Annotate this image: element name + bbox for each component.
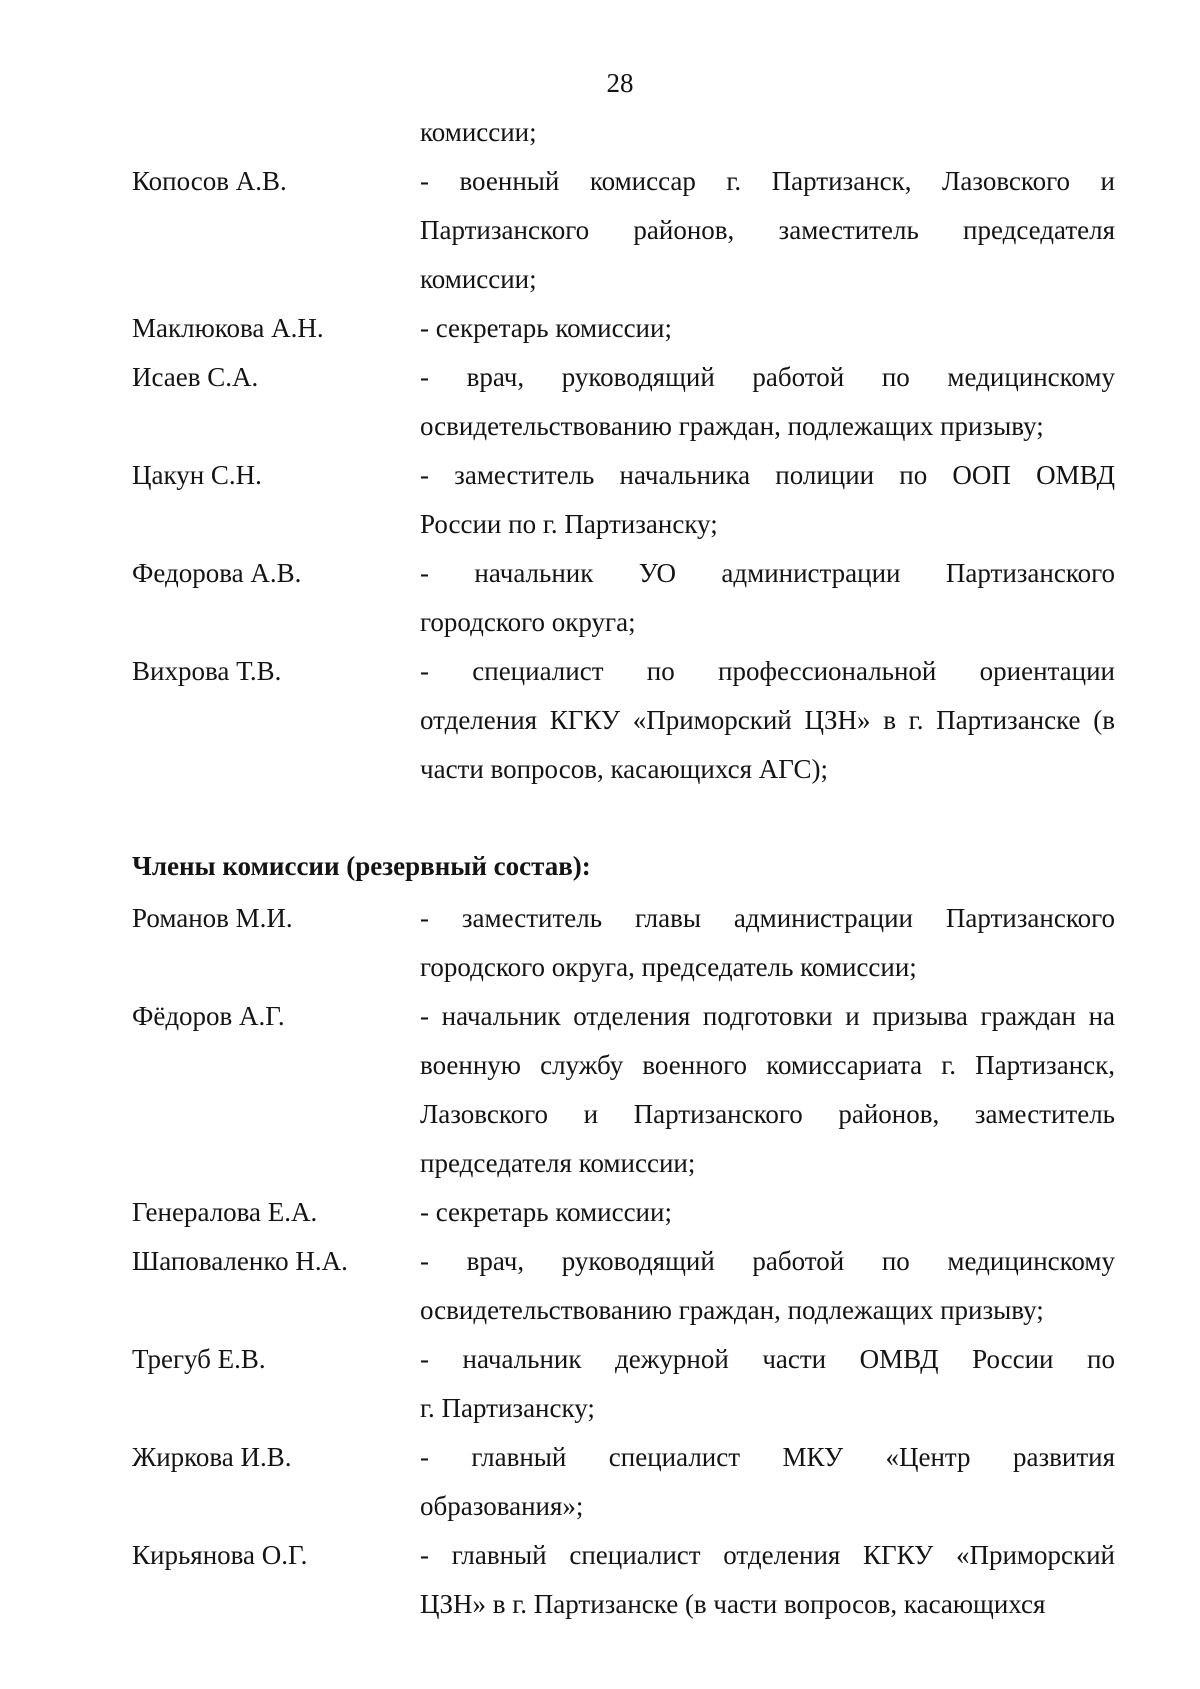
- role-line: - главный специалист отделения КГКУ «Приморский: [420, 1540, 1115, 1570]
- member-role: [420, 549, 1115, 647]
- role-line: - начальник дежурной части ОМВД России по: [420, 1344, 1115, 1374]
- role-line: образования»;: [420, 1491, 584, 1521]
- member-role: [420, 451, 1115, 549]
- role-line: - врач, руководящий работой по медицинскому: [420, 362, 1115, 392]
- member-name: Генералова Е.А.: [132, 1197, 318, 1227]
- role-line: Партизанского районов, заместитель председателя: [420, 215, 1115, 245]
- member-role: [420, 157, 1115, 304]
- role-line: - секретарь комиссии;: [420, 313, 672, 343]
- member-name: Кирьянова О.Г.: [132, 1540, 308, 1570]
- role-line: - секретарь комиссии;: [420, 1197, 672, 1227]
- role-line: городского округа, председатель комиссии;: [420, 952, 917, 982]
- member-row: [0, 353, 1200, 451]
- member-row: [0, 304, 1200, 353]
- role-line: председателя комиссии;: [420, 1148, 696, 1178]
- reserve-member-list: [0, 894, 1200, 1629]
- member-row: [0, 157, 1200, 304]
- page-number: 28: [606, 68, 634, 98]
- role-line: - специалист по профессиональной ориентации: [420, 656, 1115, 686]
- member-name: Романов М.И.: [132, 903, 293, 933]
- member-row: [0, 1531, 1200, 1629]
- member-role: [420, 1188, 1115, 1237]
- role-line: г. Партизанску;: [420, 1393, 595, 1423]
- main-member-list: [0, 157, 1200, 794]
- role-line: России по г. Партизанску;: [420, 509, 718, 539]
- member-row: [0, 992, 1200, 1188]
- continuation-row: [0, 108, 1200, 157]
- member-name: Цакун С.Н.: [132, 460, 262, 490]
- role-line: - врач, руководящий работой по медицинскому: [420, 1246, 1115, 1276]
- role-line: ЦЗН» в г. Партизанске (в части вопросов, касающихся: [420, 1589, 1046, 1619]
- member-row: [0, 894, 1200, 992]
- member-name: Маклюкова А.Н.: [132, 313, 324, 343]
- member-name: Исаев С.А.: [132, 362, 259, 392]
- member-role: [420, 1335, 1115, 1433]
- member-row: [0, 647, 1200, 794]
- role-line: комиссии;: [420, 264, 537, 294]
- member-role: [420, 353, 1115, 451]
- role-line: - главный специалист МКУ «Центр развития: [420, 1442, 1115, 1472]
- member-row: [0, 1237, 1200, 1335]
- role-line: части вопросов, касающихся АГС);: [420, 754, 828, 784]
- role-line: - военный комиссар г. Партизанск, Лазовского и: [420, 166, 1115, 196]
- role-line: Лазовского и Партизанского районов, заместитель: [420, 1099, 1115, 1129]
- member-role: [420, 647, 1115, 794]
- reserve-heading: Члены комиссии (резервный состав):: [132, 851, 591, 881]
- role-line: - заместитель главы администрации Партизанского: [420, 903, 1115, 933]
- role-line: - начальник отделения подготовки и призыва граждан на: [420, 1001, 1115, 1031]
- role-line: освидетельствованию граждан, подлежащих призыву;: [420, 411, 1044, 441]
- member-name: Вихрова Т.В.: [132, 656, 282, 686]
- member-row: [0, 451, 1200, 549]
- member-role: [420, 304, 1115, 353]
- member-name: Копосов А.В.: [132, 166, 287, 196]
- member-name: Шаповаленко Н.А.: [132, 1246, 348, 1276]
- role-line: отделения КГКУ «Приморский ЦЗН» в г. Партизанске (в: [420, 705, 1115, 735]
- member-role: [420, 1237, 1115, 1335]
- member-role: [420, 992, 1115, 1188]
- member-role: [420, 894, 1115, 992]
- role-line: освидетельствованию граждан, подлежащих призыву;: [420, 1295, 1044, 1325]
- main-commission-block: [0, 108, 1200, 794]
- role-line: - начальник УО администрации Партизанского: [420, 558, 1115, 588]
- member-row: [0, 549, 1200, 647]
- member-row: [0, 1433, 1200, 1531]
- member-name: Жиркова И.В.: [132, 1442, 292, 1472]
- reserve-commission-block: [0, 894, 1200, 1629]
- member-role: [420, 1433, 1115, 1531]
- member-name: Федорова А.В.: [132, 558, 302, 588]
- role-line: - заместитель начальника полиции по ООП ОМВД: [420, 460, 1115, 490]
- member-role: [420, 1531, 1115, 1629]
- role-line: военную службу военного комиссариата г. Партизанск,: [420, 1050, 1115, 1080]
- member-name: Фёдоров А.Г.: [132, 1001, 285, 1031]
- member-row: [0, 1188, 1200, 1237]
- role-line: городского округа;: [420, 607, 636, 637]
- continuation-text: комиссии;: [420, 117, 537, 147]
- member-row: [0, 1335, 1200, 1433]
- member-name: Трегуб Е.В.: [132, 1344, 266, 1374]
